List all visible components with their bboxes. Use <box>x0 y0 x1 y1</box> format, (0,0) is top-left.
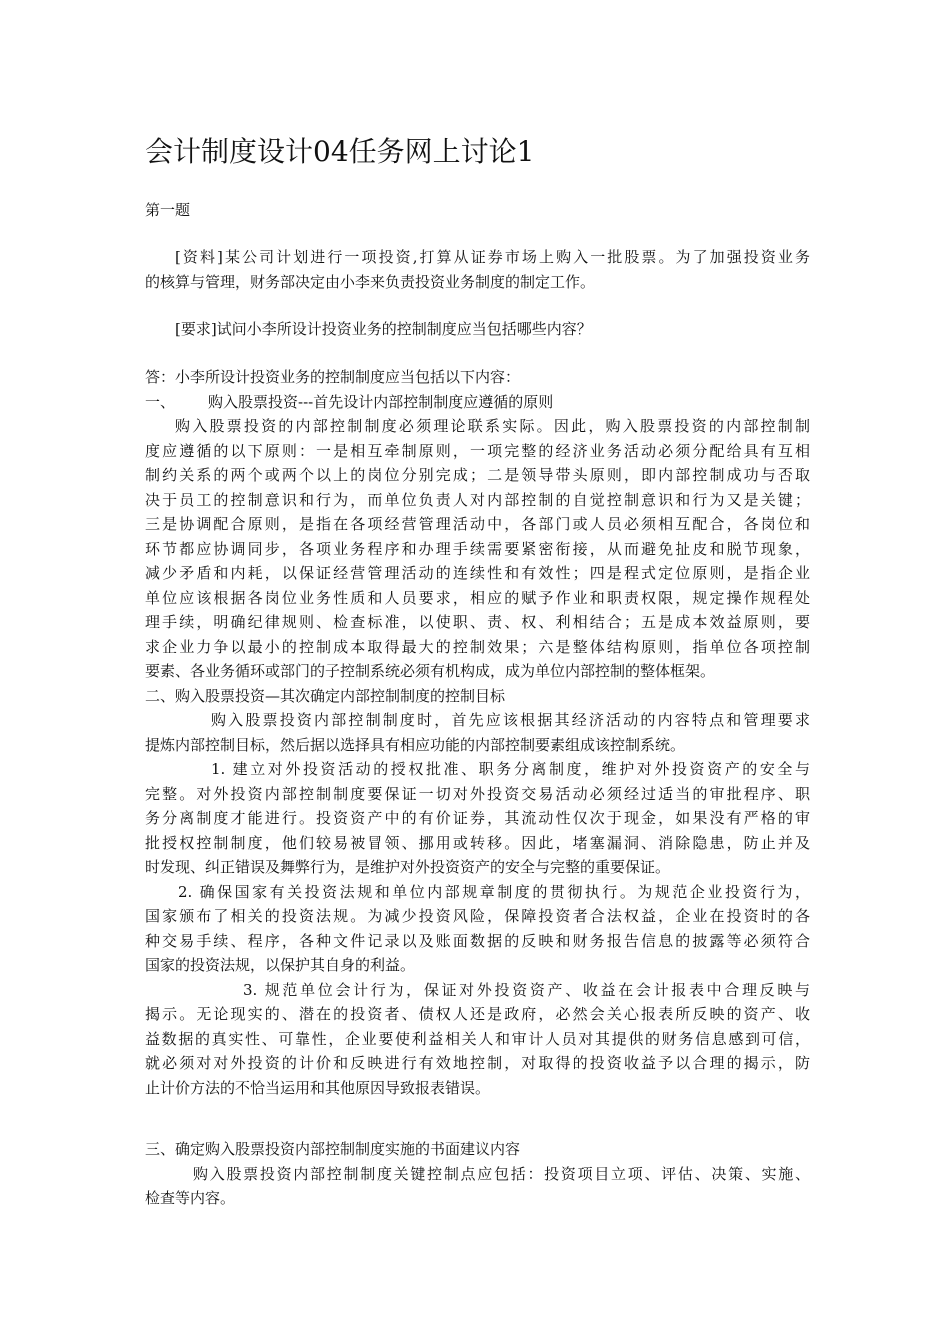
principles-line: 求企业力争以最小的控制成本取得最大的控制效果；六是整体结构原则，指单位各项控制 <box>145 637 810 656</box>
principles-line: 三是协调配合原则，是指在各项经营管理活动中，各部门或人员必须相互配合，各岗位和 <box>145 515 810 533</box>
requirement-paragraph <box>145 317 810 342</box>
item-2-line: 国家颁布了相关的投资法规。为减少投资风险，保障投资者合法权益，企业在投资时的各 <box>145 907 810 925</box>
item-1-line: 务分离制度才能进行。投资资产中的有价证券，其流动性仅次于现金，如果没有严格的审 <box>145 809 810 827</box>
item-1-line: 1. 建立对外投资活动的授权批准、职务分离制度，维护对外投资资产的安全与 <box>211 760 810 778</box>
section-3 <box>145 1137 810 1211</box>
requirement-text: [要求]试问小李所设计投资业务的控制制度应当包括哪些内容？ <box>175 320 592 338</box>
heading-1 <box>145 390 810 415</box>
section-label <box>145 198 810 223</box>
item-2-line: 2. 确保国家有关投资法规和单位内部规章制度的贯彻执行。为规范企业投资行为， <box>178 882 810 901</box>
item-3-line: 3. 规范单位会计行为，保证对外投资资产、收益在会计报表中合理反映与 <box>243 980 810 999</box>
heading-2: 二、购入股票投资—其次确定内部控制制度的控制目标 <box>145 686 506 705</box>
heading-1-number: 一、 <box>145 392 176 411</box>
item-1-line: 完整。对外投资内部控制制度要保证一切对外投资交易活动必须经过适当的审批程序、职 <box>145 784 810 803</box>
principles-line: 制约关系的两个或两个以上的岗位分别完成；二是领导带头原则，即内部控制成功与否取 <box>145 466 810 484</box>
objectives-line: 提炼内部控制目标，然后据以选择具有相应功能的内部控制要素组成该控制系统。 <box>145 735 686 754</box>
item-3-line: 益数据的真实性、可靠性，企业要使利益相关人和审计人员对其提供的财务信息感到可信， <box>145 1029 810 1048</box>
heading-1-text: 购入股票投资---首先设计内部控制制度应遵循的原则 <box>208 392 554 411</box>
item-1-line: 时发现、纠正错误及舞弊行为，是维护对外投资资产的安全与完整的重要保证。 <box>145 858 671 876</box>
item-1-line: 批授权控制制度，他们较易被冒领、挪用或转移。因此，堵塞漏洞、消除隐患，防止并及 <box>145 833 810 852</box>
answer-intro: 答：小李所设计投资业务的控制制度应当包括以下内容： <box>145 368 521 386</box>
document-title: 会计制度设计04任务网上讨论1 <box>145 135 535 168</box>
item-2-line: 国家的投资法规，以保护其自身的利益。 <box>145 956 416 974</box>
principles-line: 理手续，明确纪律规则、检查标准，以使职、责、权、利相结合；五是成本效益原则，要 <box>145 613 810 631</box>
section-label-text: 第一题 <box>145 201 191 219</box>
objectives-line: 购入股票投资内部控制制度时，首先应该根据其经济活动的内容特点和管理要求 <box>211 711 810 729</box>
material-paragraph <box>145 245 810 294</box>
item-3-line: 止计价方法的不恰当运用和其他原因导致报表错误。 <box>145 1078 491 1097</box>
item-3-line: 就必须对对外投资的计价和反映进行有效地控制，对取得的投资收益予以合理的揭示，防 <box>145 1054 810 1072</box>
heading-3: 三、确定购入股票投资内部控制制度实施的书面建议内容 <box>145 1140 521 1158</box>
material-line: [资料]某公司计划进行一项投资,打算从证券市场上购入一批股票。为了加强投资业务 <box>175 248 810 266</box>
principles-line: 减少矛盾和内耗，以保证经营管理活动的连续性和有效性；四是程式定位原则，是指企业 <box>145 564 810 582</box>
material-line: 的核算与管理，财务部决定由小李来负责投资业务制度的制定工作。 <box>145 272 596 291</box>
item-2-line: 种交易手续、程序，各种文件记录以及账面数据的反映和财务报告信息的披露等必须符合 <box>145 931 810 950</box>
controls-line: 检查等内容。 <box>145 1189 236 1207</box>
principles-line: 环节都应协调同步，各项业务程序和办理手续需要紧密衔接，从而避免扯皮和脱节现象， <box>145 539 810 558</box>
controls-line: 购入股票投资内部控制制度关键控制点应包括：投资项目立项、评估、决策、实施、 <box>193 1164 810 1183</box>
principles-line: 要素、各业务循环或部门的子控制系统必须有机构成，成为单位内部控制的整体框架。 <box>145 662 716 680</box>
answer-body <box>145 365 810 1100</box>
principles-line: 度应遵循的以下原则：一是相互牵制原则，一项完整的经济业务活动必须分配给具有互相 <box>145 441 810 460</box>
principles-line: 单位应该根据各岗位业务性质和人员要求，相应的赋予作业和职责权限，规定操作规程处 <box>145 588 810 607</box>
principles-line: 决于员工的控制意识和行为，而单位负责人对内部控制的自觉控制意识和行为又是关键； <box>145 490 810 509</box>
principles-line: 购入股票投资的内部控制制度必须理论联系实际。因此，购入股票投资的内部控制制 <box>175 417 810 435</box>
item-3-line: 揭示。无论现实的、潜在的投资者、债权人还是政府，必然会关心报表所反映的资产、收 <box>145 1005 810 1023</box>
